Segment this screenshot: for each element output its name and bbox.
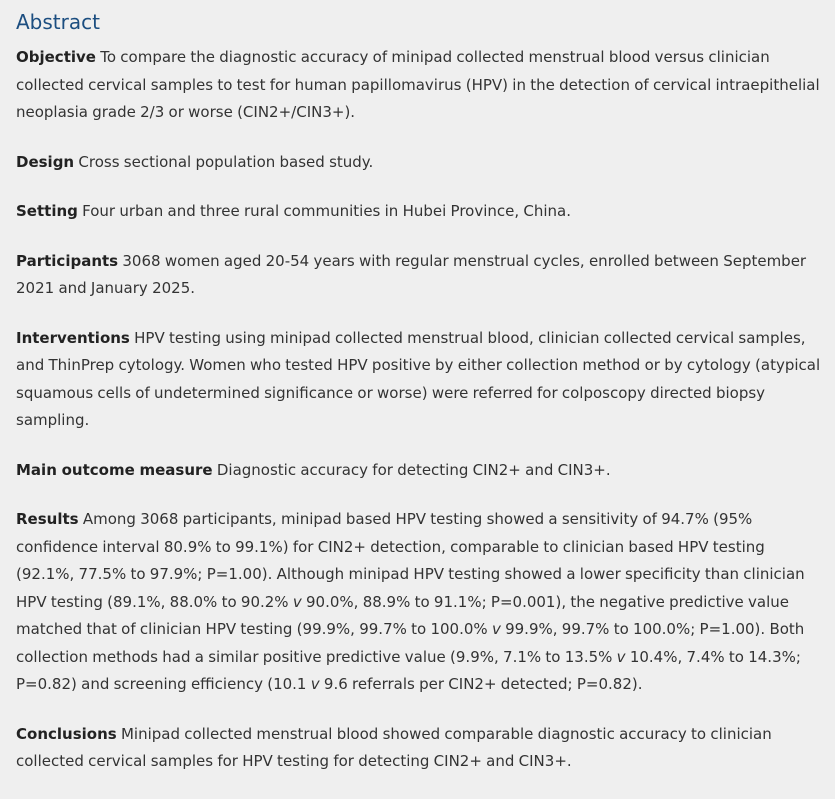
participants-section	[16, 248, 821, 303]
results-text-1: Among 3068 participants, minipad based HPV testing showed a sensitivity of 94.7% (95% confidence interval 80.9% to 99.1%) for CIN2+ detection, comparable to clinician based HPV testing (92.1%, 77.5% to 97.9%; P=1.00). Although minipad HPV testing showed a lower specificity than clinician HPV testing (89.1%, 88.0% to 90.2%	[16, 510, 805, 611]
conclusions-section	[16, 721, 821, 776]
design-text: Cross sectional population based study.	[78, 152, 374, 171]
design-section	[16, 149, 821, 177]
interventions-text: HPV testing using minipad collected menstrual blood, clinician collected cervical samples, and ThinPrep cytology. Women who tested HPV positive by either collection method or by cytology (atypical squamous cells of undetermined significance or worse) were referred for colposcopy directed biopsy sampling.	[16, 328, 821, 429]
main-outcome-section	[16, 457, 821, 485]
conclusions-label: Conclusions	[16, 724, 117, 743]
results-text-3: 99.9%, 99.7% to 100.0%; P=1.00). Both collection methods had a similar positive predictive value (9.9%, 7.1% to 13.5%	[16, 620, 805, 666]
participants-text: 3068 women aged 20-54 years with regular menstrual cycles, enrolled between September 2021 and January 2025.	[16, 251, 807, 297]
participants-label: Participants	[16, 251, 119, 270]
objective-label: Objective	[16, 48, 96, 66]
objective-text: To compare the diagnostic accuracy of minipad collected menstrual blood versus clinician collected cervical samples to test for human papillomavirus (HPV) in the detection of cervical intraepithelial neoplasia grade 2/3 or worse (CIN2+/CIN3+).	[16, 48, 820, 121]
versus-abbrev: v	[292, 592, 302, 611]
interventions-label: Interventions	[16, 328, 130, 347]
versus-abbrev: v	[616, 647, 626, 666]
abstract-heading: Abstract	[16, 10, 100, 34]
setting-label: Setting	[16, 202, 78, 220]
main-outcome-text: Diagnostic accuracy for detecting CIN2+ and CIN3+.	[216, 460, 611, 479]
design-label: Design	[16, 152, 75, 171]
results-label: Results	[16, 510, 79, 528]
interventions-section	[16, 325, 821, 435]
objective-section	[16, 44, 821, 127]
setting-section	[16, 198, 821, 226]
results-text-4: 10.4%, 7.4% to 14.3%; P=0.82) and screening efficiency (10.1	[16, 647, 801, 693]
versus-abbrev: v	[310, 675, 320, 693]
versus-abbrev: v	[491, 620, 501, 638]
setting-text: Four urban and three rural communities in Hubei Province, China.	[82, 202, 572, 220]
results-text-5: 9.6 referrals per CIN2+ detected; P=0.82).	[319, 675, 643, 693]
conclusions-text: Minipad collected menstrual blood showed comparable diagnostic accuracy to clinician collected cervical samples for HPV testing for detecting CIN2+ and CIN3+.	[16, 724, 772, 770]
results-text-2: 90.0%, 88.9% to 91.1%; P=0.001), the negative predictive value matched that of clinician HPV testing (99.9%, 99.7% to 100.0%	[16, 592, 790, 638]
main-outcome-label: Main outcome measure	[16, 460, 213, 479]
results-section	[16, 506, 821, 699]
